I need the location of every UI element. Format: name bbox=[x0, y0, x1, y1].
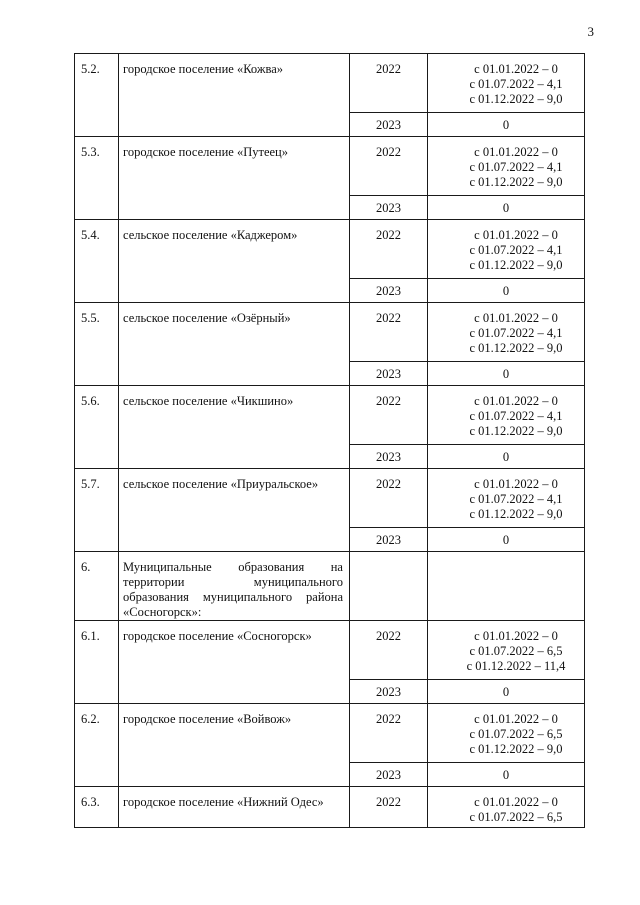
rate-cell: 0 bbox=[428, 445, 585, 469]
settlement-name: городское поселение «Войвож» bbox=[119, 704, 350, 787]
rate-line: с 01.12.2022 – 9,0 bbox=[469, 258, 563, 272]
rate-cell bbox=[428, 386, 585, 445]
year-cell: 2023 bbox=[350, 528, 428, 552]
rate-cell: 0 bbox=[428, 362, 585, 386]
rate-line: с 01.12.2022 – 9,0 bbox=[469, 742, 563, 756]
table-row bbox=[75, 54, 585, 113]
rate-cell bbox=[428, 704, 585, 763]
rate-line: с 01.01.2022 – 0 bbox=[474, 394, 558, 408]
rate-line: с 01.01.2022 – 0 bbox=[474, 228, 558, 242]
tariff-table bbox=[74, 53, 585, 828]
rate-line: с 01.07.2022 – 6,5 bbox=[469, 727, 563, 741]
rate-line: с 01.12.2022 – 9,0 bbox=[469, 424, 563, 438]
row-number: 6.1. bbox=[75, 621, 119, 704]
year-cell: 2022 bbox=[350, 54, 428, 113]
rate-line: с 01.07.2022 – 4,1 bbox=[469, 492, 563, 506]
settlement-name: сельское поселение «Чикшино» bbox=[119, 386, 350, 469]
rate-cell: 0 bbox=[428, 279, 585, 303]
year-cell: 2022 bbox=[350, 303, 428, 362]
settlement-name: сельское поселение «Озёрный» bbox=[119, 303, 350, 386]
rate-line: с 01.01.2022 – 0 bbox=[474, 311, 558, 325]
year-cell: 2023 bbox=[350, 279, 428, 303]
rate-line: с 01.07.2022 – 4,1 bbox=[469, 243, 563, 257]
year-cell: 2023 bbox=[350, 113, 428, 137]
table-row bbox=[75, 469, 585, 528]
year-cell: 2022 bbox=[350, 787, 428, 828]
rate-line: с 01.01.2022 – 0 bbox=[474, 62, 558, 76]
rate-line: с 01.07.2022 – 4,1 bbox=[469, 409, 563, 423]
rate-line: с 01.07.2022 – 4,1 bbox=[469, 326, 563, 340]
rate-line: с 01.12.2022 – 9,0 bbox=[469, 341, 563, 355]
row-number: 5.4. bbox=[75, 220, 119, 303]
rate-cell bbox=[428, 787, 585, 828]
rate-cell bbox=[428, 303, 585, 362]
rate-line: с 01.12.2022 – 11,4 bbox=[466, 659, 566, 673]
rate-line: с 01.01.2022 – 0 bbox=[474, 477, 558, 491]
rate-line: с 01.12.2022 – 9,0 bbox=[469, 507, 563, 521]
settlement-name: городское поселение «Сосногорск» bbox=[119, 621, 350, 704]
row-number: 6.2. bbox=[75, 704, 119, 787]
rate-cell: 0 bbox=[428, 113, 585, 137]
year-cell: 2022 bbox=[350, 621, 428, 680]
year-cell: 2023 bbox=[350, 196, 428, 220]
rate-line: с 01.07.2022 – 4,1 bbox=[469, 160, 563, 174]
row-number: 5.3. bbox=[75, 137, 119, 220]
table-row bbox=[75, 621, 585, 680]
rate-cell-empty bbox=[428, 552, 585, 621]
section-title: Муниципальные образования на территории муниципального образования муниципального района «Сосногорск»: bbox=[119, 552, 350, 621]
rate-line: с 01.01.2022 – 0 bbox=[474, 795, 558, 809]
table-row bbox=[75, 137, 585, 196]
settlement-name: городское поселение «Кожва» bbox=[119, 54, 350, 137]
rate-cell: 0 bbox=[428, 763, 585, 787]
settlement-name: сельское поселение «Приуральское» bbox=[119, 469, 350, 552]
year-cell: 2023 bbox=[350, 680, 428, 704]
rate-cell bbox=[428, 54, 585, 113]
year-cell: 2023 bbox=[350, 445, 428, 469]
settlement-name: сельское поселение «Каджером» bbox=[119, 220, 350, 303]
year-cell: 2022 bbox=[350, 137, 428, 196]
row-number: 5.6. bbox=[75, 386, 119, 469]
year-cell-empty bbox=[350, 552, 428, 621]
rate-cell bbox=[428, 137, 585, 196]
row-number: 6.3. bbox=[75, 787, 119, 828]
year-cell: 2022 bbox=[350, 704, 428, 763]
rate-line: с 01.01.2022 – 0 bbox=[474, 145, 558, 159]
table-row bbox=[75, 787, 585, 828]
rate-cell: 0 bbox=[428, 196, 585, 220]
rate-cell: 0 bbox=[428, 680, 585, 704]
rate-line: с 01.12.2022 – 9,0 bbox=[469, 175, 563, 189]
page-number: 3 bbox=[587, 24, 594, 39]
settlement-name: городское поселение «Нижний Одес» bbox=[119, 787, 350, 828]
table-row-section-6 bbox=[75, 552, 585, 621]
table-row bbox=[75, 704, 585, 763]
rate-line: с 01.01.2022 – 0 bbox=[474, 629, 558, 643]
rate-line: с 01.12.2022 – 9,0 bbox=[469, 92, 563, 106]
year-cell: 2023 bbox=[350, 763, 428, 787]
table-row bbox=[75, 220, 585, 279]
rate-line: с 01.07.2022 – 6,5 bbox=[469, 644, 563, 658]
row-number: 5.2. bbox=[75, 54, 119, 137]
settlement-name: городское поселение «Путеец» bbox=[119, 137, 350, 220]
table-row bbox=[75, 386, 585, 445]
rate-cell: 0 bbox=[428, 528, 585, 552]
rate-line: с 01.01.2022 – 0 bbox=[474, 712, 558, 726]
rate-line: с 01.07.2022 – 6,5 bbox=[469, 810, 563, 824]
row-number: 5.5. bbox=[75, 303, 119, 386]
year-cell: 2022 bbox=[350, 386, 428, 445]
rate-cell bbox=[428, 469, 585, 528]
rate-cell bbox=[428, 621, 585, 680]
year-cell: 2022 bbox=[350, 220, 428, 279]
year-cell: 2022 bbox=[350, 469, 428, 528]
row-number: 5.7. bbox=[75, 469, 119, 552]
year-cell: 2023 bbox=[350, 362, 428, 386]
row-number: 6. bbox=[75, 552, 119, 621]
rate-line: с 01.07.2022 – 4,1 bbox=[469, 77, 563, 91]
rate-cell bbox=[428, 220, 585, 279]
table-row bbox=[75, 303, 585, 362]
